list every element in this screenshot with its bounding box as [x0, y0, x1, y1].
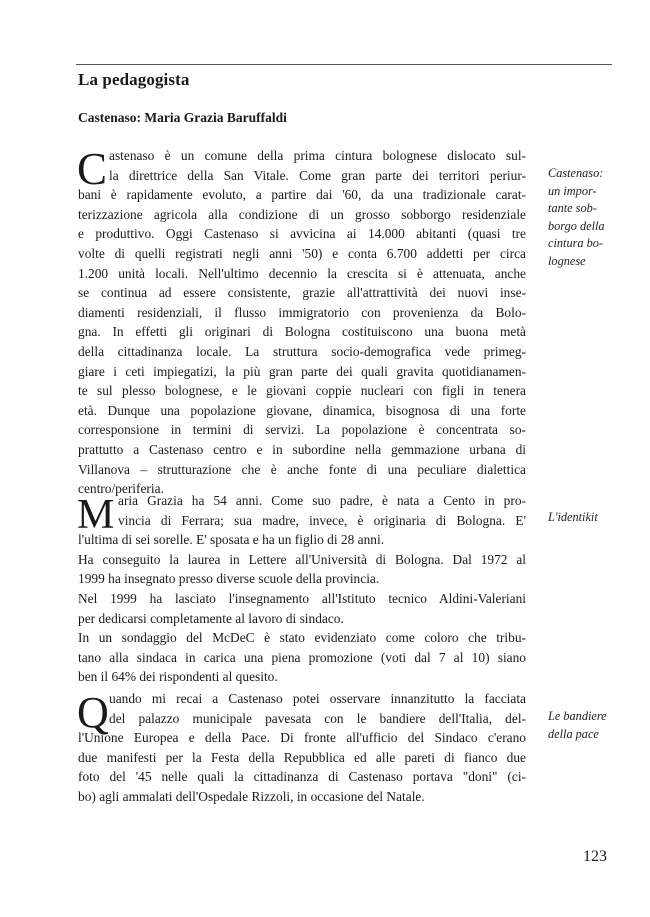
text-line: ben il 64% dei rispondenti al quesito. [78, 669, 278, 685]
text-line: della cittadinanza locale. La struttura socio-demografica vede primeg- [78, 343, 526, 359]
header-rule [76, 64, 612, 65]
text-line: del palazzo municipale pavesata con le bandiere dell'Italia, del- [109, 710, 526, 726]
text-line: In un sondaggio del McDeC è stato evidenziato come coloro che tribu- [78, 630, 526, 646]
text-line: foto del '45 nelle quali la cittadinanza di Castenaso portava "doni" (ci- [78, 769, 526, 785]
drop-cap: C [77, 144, 108, 194]
text-line: aria Grazia ha 54 anni. Come suo padre, è nata a Cento in pro- [118, 493, 526, 508]
text-line: Nel 1999 ha lasciato l'insegnamento all'Istituto tecnico Aldini-Valeriani [78, 590, 526, 606]
note-line: della pace [548, 726, 599, 741]
text-line: corresponsione in termini di servizi. La popolazione è concentrata so- [78, 422, 526, 438]
drop-cap: M [77, 492, 115, 538]
text-line: 1999 ha insegnato presso diverse scuole della provincia. [78, 571, 380, 587]
note-line: cintura bo- [548, 236, 603, 251]
note-line: lognese [548, 253, 586, 268]
text-line: diamenti residenziali, il flusso immigratorio con provenienza da Bolo- [78, 304, 526, 320]
text-line: bo) agli ammalati dell'Ospedale Rizzoli, in occasione del Natale. [78, 788, 425, 804]
text-line: giare i ceti impiegatizi, la più gran parte dei quali gravita quotidianamen- [78, 363, 526, 379]
note-line: un impor- [548, 183, 597, 198]
text-line: prattutto a Castenaso centro e in subordine nella gemmazione urbana di [78, 441, 526, 457]
note-line: borgo della [548, 218, 605, 233]
text-line: l'ultima di sei sorelle. E' sposata e ha un figlio di 28 anni. [78, 532, 385, 548]
text-line: centro/periferia. [78, 481, 164, 497]
page-number: 123 [583, 848, 607, 865]
text-line: volte di quelli registrati negli anni '50) e conta 6.700 addetti per circa [78, 245, 526, 261]
text-line: per dedicarsi completamente al lavoro di sindaco. [78, 610, 344, 626]
text-line: e produttivo. Oggi Castenaso si avvicina ai 14.000 abitanti (quasi tre [78, 226, 526, 242]
section-subtitle: Castenaso: Maria Grazia Baruffaldi [78, 110, 287, 125]
text-line: te sul plesso bolognese, e le giovani coppie nucleari con figli in tenera [78, 383, 526, 399]
text-line: l'Unione Europea e della Pace. Di fronte all'ufficio del Sindaco c'erano [78, 730, 526, 746]
text-line: vincia di Ferrara; sua madre, invece, è originaria di Bologna. E' [118, 512, 526, 528]
note-line: tante sob- [548, 201, 597, 216]
margin-note-identikit [548, 509, 623, 527]
text-line: gna. In effetti gli originari di Bologna costituiscono una buona metà [78, 324, 526, 340]
drop-cap: Q [77, 688, 109, 737]
text-line: Villanova – strutturazione che è anche fonte di una peculiare dialettica [78, 461, 526, 477]
text-line: bani è rapidamente evoluto, a partire dai '60, da una tradizionale carat- [78, 187, 526, 203]
margin-note-bandiere [548, 708, 623, 743]
text-line: età. Dunque una popolazione giovane, dinamica, bisognosa di una forte [78, 402, 526, 418]
margin-note-castenaso [548, 165, 623, 271]
note-line: Castenaso: [548, 166, 604, 180]
text-line: Ha conseguito la laurea in Lettere all'Università di Bologna. Dal 1972 al [78, 551, 526, 567]
paragraph-castenaso [78, 146, 526, 499]
note-line: Le bandiere [548, 709, 607, 723]
paragraph-identikit [78, 491, 526, 687]
text-line: due manifesti per la Festa della Repubblica ed alle pareti di fianco due [78, 749, 526, 765]
chapter-title: La pedagogista [78, 70, 190, 89]
text-line: terizzazione agricola alla condizione di un grosso sobborgo residenziale [78, 206, 526, 222]
paragraph-bandiere [78, 689, 526, 807]
text-line: se continua ad essere consistente, grazie all'attrattività dei nuovi inse- [78, 285, 526, 301]
text-line: la direttrice della San Vitale. Come gran parte dei territori periur- [109, 167, 526, 183]
text-line: tano alla sindaca in carica una piena promozione (voti dal 7 al 10) siano [78, 649, 526, 665]
text-line: astenaso è un comune della prima cintura bolognese dislocato sul- [109, 148, 526, 163]
text-line: 1.200 unità locali. Nell'ultimo decennio la crescita si è attenuata, anche [78, 265, 526, 281]
text-line: uando mi recai a Castenaso potei osservare innanzitutto la facciata [109, 691, 526, 706]
note-line: L'identikit [548, 510, 598, 524]
